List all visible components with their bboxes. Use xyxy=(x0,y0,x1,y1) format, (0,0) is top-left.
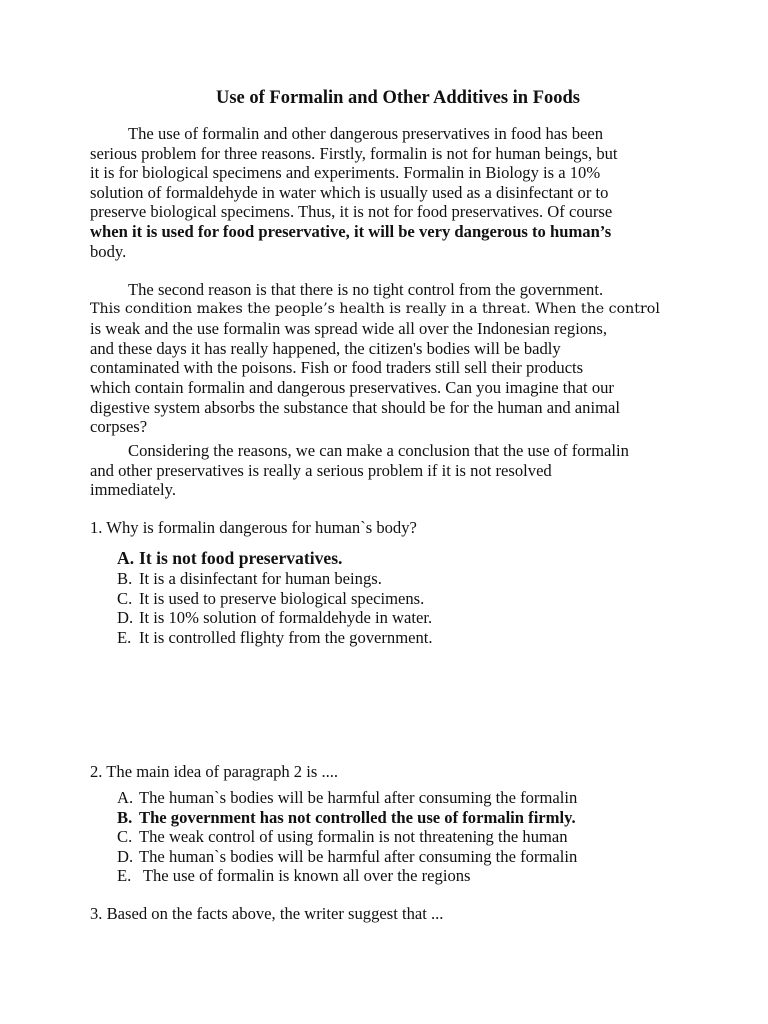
option-key: C. xyxy=(117,588,133,608)
option-text: The human`s bodies will be harmful after consuming the formalin xyxy=(139,788,578,807)
option-e xyxy=(117,866,577,886)
document-title: Use of Formalin and Other Additives in Foods xyxy=(215,88,581,108)
paragraph-line: and other preservatives is really a serious problem if it is not resolved xyxy=(90,460,552,480)
paragraph-line: serious problem for three reasons. Firstly, formalin is not for human beings, but xyxy=(90,143,618,163)
paragraph-line: it is for biological specimens and experiments. Formalin in Biology is a 10% xyxy=(90,163,601,183)
question-2: 2. The main idea of paragraph 2 is .... xyxy=(90,762,339,781)
option-text: It is controlled flighty from the government. xyxy=(139,627,433,647)
option-key: E. xyxy=(117,866,132,886)
option-key: D. xyxy=(117,846,134,866)
option-text: The human`s bodies will be harmful after consuming the formalin xyxy=(139,846,578,866)
option-text: It is 10% solution of formaldehyde in water. xyxy=(139,608,433,628)
paragraph-line: immediately. xyxy=(90,480,177,500)
option-b xyxy=(117,569,433,589)
option-e xyxy=(117,628,433,648)
option-c xyxy=(117,589,433,609)
paragraph-line: is weak and the use formalin was spread wide all over the Indonesian regions, xyxy=(90,319,608,339)
question-2-options xyxy=(117,788,577,886)
option-text: The weak control of using formalin is not threatening the human xyxy=(139,827,568,847)
paragraph-line-alt-font: This condition makes the people’s health is really in a threat. When the control xyxy=(90,300,660,317)
option-text: The government has not controlled the use of formalin firmly. xyxy=(139,807,576,827)
option-key: B. xyxy=(117,569,133,588)
paragraph-line: and these days it has really happened, the citizen's bodies will be badly xyxy=(90,338,561,358)
question-1: 1. Why is formalin dangerous for human`s body? xyxy=(90,518,417,537)
paragraph-line: corpses? xyxy=(90,417,148,437)
paragraph-line: solution of formaldehyde in water which is usually used as a disinfectant or to xyxy=(90,182,609,202)
option-text: The use of formalin is known all over the regions xyxy=(139,866,471,886)
option-d xyxy=(117,847,577,867)
option-key: D. xyxy=(117,608,134,628)
option-a-correct xyxy=(117,548,433,569)
paragraph-line: body. xyxy=(90,241,127,261)
question-3: 3. Based on the facts above, the writer suggest that ... xyxy=(90,904,444,923)
paragraph-line: contaminated with the poisons. Fish or food traders still sell their products xyxy=(90,358,584,378)
option-c xyxy=(117,827,577,847)
option-key: E. xyxy=(117,627,132,647)
option-key: B. xyxy=(117,807,133,827)
paragraph-3 xyxy=(90,441,629,500)
option-a xyxy=(117,788,577,808)
option-text: It is a disinfectant for human beings. xyxy=(139,569,382,588)
option-key: C. xyxy=(117,827,133,847)
paragraph-line: The second reason is that there is no tight control from the government. xyxy=(128,280,604,299)
option-text: It is not food preservatives. xyxy=(139,548,343,568)
paragraph-line-bold: when it is used for food preservative, it will be very dangerous to human’s xyxy=(90,221,612,241)
option-key: A. xyxy=(117,548,135,568)
paragraph-line: Considering the reasons, we can make a conclusion that the use of formalin xyxy=(128,441,629,460)
paragraph-line: The use of formalin and other dangerous preservatives in food has been xyxy=(128,124,604,143)
option-key: A. xyxy=(117,788,134,807)
paragraph-2 xyxy=(90,280,660,437)
paragraph-1 xyxy=(90,124,618,261)
option-d xyxy=(117,608,433,628)
question-1-options xyxy=(117,548,433,647)
option-text: It is used to preserve biological specimens. xyxy=(139,588,425,608)
paragraph-line: digestive system absorbs the substance that should be for the human and animal xyxy=(90,397,620,417)
paragraph-line: which contain formalin and dangerous preservatives. Can you imagine that our xyxy=(90,377,614,397)
paragraph-line: preserve biological specimens. Thus, it is not for food preservatives. Of course xyxy=(90,202,613,222)
option-b-correct xyxy=(117,808,577,828)
